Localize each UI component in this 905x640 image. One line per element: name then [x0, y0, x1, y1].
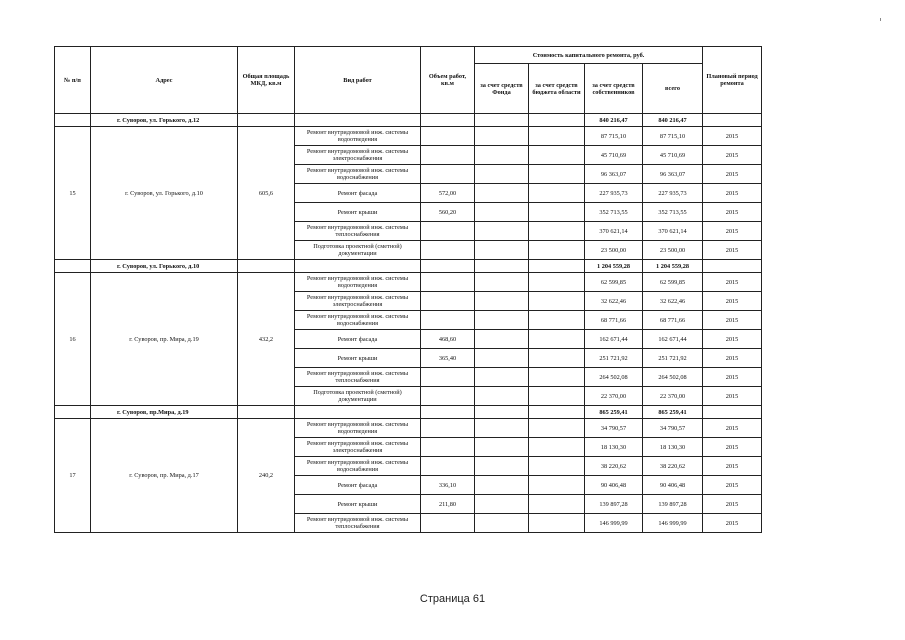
row-period: 2015	[703, 127, 762, 146]
row-total: 227 935,73	[643, 184, 703, 203]
summary-address: г. Суворов, ул. Горького, д.12	[91, 114, 238, 127]
row-total: 162 671,44	[643, 330, 703, 349]
row-address: г. Суворов, пр. Мира, д.19	[91, 273, 238, 406]
header-owners: за счет средств собственников	[585, 64, 643, 114]
row-region	[529, 387, 585, 406]
header-cost-group: Стоимость капитального ремонта, руб.	[475, 47, 703, 64]
row-number: 17	[55, 419, 91, 533]
row-volume: 211,80	[421, 495, 475, 514]
row-owners: 87 715,10	[585, 127, 643, 146]
row-volume	[421, 438, 475, 457]
row-fund	[475, 127, 529, 146]
row-total: 45 710,69	[643, 146, 703, 165]
summary-total: 1 204 559,28	[643, 260, 703, 273]
row-region	[529, 203, 585, 222]
row-region	[529, 368, 585, 387]
row-period: 2015	[703, 146, 762, 165]
row-fund	[475, 514, 529, 533]
row-total: 370 621,14	[643, 222, 703, 241]
row-region	[529, 127, 585, 146]
row-total: 38 220,62	[643, 457, 703, 476]
row-period: 2015	[703, 368, 762, 387]
summary-owners: 865 259,41	[585, 406, 643, 419]
row-period: 2015	[703, 311, 762, 330]
row-owners: 162 671,44	[585, 330, 643, 349]
row-volume: 336,10	[421, 476, 475, 495]
summary-row	[55, 406, 762, 419]
row-total: 90 406,48	[643, 476, 703, 495]
table-row	[55, 419, 762, 438]
row-total: 22 370,00	[643, 387, 703, 406]
summary-address: г. Суворов, пр.Мира, д.19	[91, 406, 238, 419]
row-period: 2015	[703, 241, 762, 260]
row-owners: 18 130,30	[585, 438, 643, 457]
row-owners: 352 713,55	[585, 203, 643, 222]
row-volume: 572,00	[421, 184, 475, 203]
row-work-type: Ремонт внутридомовой инж. системы водоотведения	[295, 419, 421, 438]
header-work-type: Вид работ	[295, 47, 421, 114]
row-region	[529, 495, 585, 514]
row-fund	[475, 311, 529, 330]
row-owners: 146 999,99	[585, 514, 643, 533]
row-owners: 32 622,46	[585, 292, 643, 311]
row-volume	[421, 419, 475, 438]
row-fund	[475, 438, 529, 457]
row-work-type: Подготовка проектной (сметной) документации	[295, 241, 421, 260]
header-fund: за счет средств Фонда	[475, 64, 529, 114]
row-volume: 560,20	[421, 203, 475, 222]
row-work-type: Ремонт внутридомовой инж. системы водоснабжения	[295, 165, 421, 184]
row-total: 68 771,66	[643, 311, 703, 330]
row-region	[529, 438, 585, 457]
row-total: 96 363,07	[643, 165, 703, 184]
row-period: 2015	[703, 457, 762, 476]
row-total: 18 130,30	[643, 438, 703, 457]
summary-total: 840 216,47	[643, 114, 703, 127]
header-region: за счет средств бюджета области	[529, 64, 585, 114]
header-area: Общая площадь МКД, кв.м	[238, 47, 295, 114]
row-period: 2015	[703, 184, 762, 203]
summary-address: г. Суворов, ул. Горького, д.10	[91, 260, 238, 273]
row-region	[529, 349, 585, 368]
row-period: 2015	[703, 203, 762, 222]
row-work-type: Ремонт внутридомовой инж. системы водоотведения	[295, 127, 421, 146]
row-period: 2015	[703, 495, 762, 514]
row-total: 32 622,46	[643, 292, 703, 311]
row-owners: 23 500,00	[585, 241, 643, 260]
page-number: Страница 61	[419, 593, 486, 605]
row-fund	[475, 146, 529, 165]
table-body	[55, 114, 762, 533]
row-total: 62 599,85	[643, 273, 703, 292]
row-total: 264 502,08	[643, 368, 703, 387]
row-volume: 365,40	[421, 349, 475, 368]
row-area: 432,2	[238, 273, 295, 406]
row-work-type: Подготовка проектной (сметной) документации	[295, 387, 421, 406]
row-total: 34 790,57	[643, 419, 703, 438]
row-volume	[421, 292, 475, 311]
row-number: 16	[55, 273, 91, 406]
row-work-type: Ремонт крыши	[295, 349, 421, 368]
row-fund	[475, 203, 529, 222]
summary-row	[55, 114, 762, 127]
row-volume	[421, 222, 475, 241]
row-region	[529, 292, 585, 311]
row-address: г. Суворов, ул. Горького, д.10	[91, 127, 238, 260]
row-volume	[421, 368, 475, 387]
table-header	[55, 47, 762, 114]
row-fund	[475, 495, 529, 514]
row-volume	[421, 514, 475, 533]
row-total: 251 721,92	[643, 349, 703, 368]
header-total: всего	[643, 64, 703, 114]
row-volume	[421, 241, 475, 260]
row-work-type: Ремонт крыши	[295, 203, 421, 222]
row-period: 2015	[703, 419, 762, 438]
row-number: 15	[55, 127, 91, 260]
row-region	[529, 476, 585, 495]
row-work-type: Ремонт внутридомовой инж. системы теплоснабжения	[295, 514, 421, 533]
row-address: г. Суворов, пр. Мира, д.17	[91, 419, 238, 533]
summary-total: 865 259,41	[643, 406, 703, 419]
header-num: № п/п	[55, 47, 91, 114]
row-owners: 68 771,66	[585, 311, 643, 330]
row-period: 2015	[703, 222, 762, 241]
row-total: 352 713,55	[643, 203, 703, 222]
row-volume	[421, 273, 475, 292]
row-period: 2015	[703, 476, 762, 495]
row-owners: 38 220,62	[585, 457, 643, 476]
row-fund	[475, 273, 529, 292]
row-total: 23 500,00	[643, 241, 703, 260]
row-volume: 468,60	[421, 330, 475, 349]
row-work-type: Ремонт внутридомовой инж. системы электроснабжения	[295, 146, 421, 165]
capital-repair-table	[54, 46, 762, 533]
row-owners: 251 721,92	[585, 349, 643, 368]
row-period: 2015	[703, 292, 762, 311]
header-period: Плановый период ремонта	[703, 47, 762, 114]
row-period: 2015	[703, 349, 762, 368]
row-volume	[421, 457, 475, 476]
row-fund	[475, 476, 529, 495]
summary-owners: 1 204 559,28	[585, 260, 643, 273]
row-region	[529, 241, 585, 260]
row-work-type: Ремонт фасада	[295, 330, 421, 349]
capital-repair-table-sheet	[54, 46, 761, 533]
row-fund	[475, 184, 529, 203]
row-region	[529, 311, 585, 330]
row-work-type: Ремонт внутридомовой инж. системы водоотведения	[295, 273, 421, 292]
row-owners: 96 363,07	[585, 165, 643, 184]
row-owners: 34 790,57	[585, 419, 643, 438]
summary-row	[55, 260, 762, 273]
row-fund	[475, 165, 529, 184]
row-period: 2015	[703, 387, 762, 406]
row-fund	[475, 222, 529, 241]
row-area: 605,6	[238, 127, 295, 260]
row-total: 146 999,99	[643, 514, 703, 533]
row-fund	[475, 387, 529, 406]
row-fund	[475, 241, 529, 260]
row-fund	[475, 368, 529, 387]
row-work-type: Ремонт крыши	[295, 495, 421, 514]
row-period: 2015	[703, 514, 762, 533]
row-owners: 370 621,14	[585, 222, 643, 241]
row-region	[529, 273, 585, 292]
header-volume: Объем работ, кв.м	[421, 47, 475, 114]
row-work-type: Ремонт фасада	[295, 184, 421, 203]
row-work-type: Ремонт внутридомовой инж. системы водоснабжения	[295, 457, 421, 476]
row-work-type: Ремонт фасада	[295, 476, 421, 495]
table-row	[55, 127, 762, 146]
row-work-type: Ремонт внутридомовой инж. системы электроснабжения	[295, 292, 421, 311]
row-work-type: Ремонт внутридомовой инж. системы водоснабжения	[295, 311, 421, 330]
row-volume	[421, 146, 475, 165]
row-volume	[421, 311, 475, 330]
row-fund	[475, 349, 529, 368]
summary-owners: 840 216,47	[585, 114, 643, 127]
row-total: 87 715,10	[643, 127, 703, 146]
row-fund	[475, 330, 529, 349]
row-region	[529, 514, 585, 533]
row-owners: 227 935,73	[585, 184, 643, 203]
table-row	[55, 273, 762, 292]
row-owners: 62 599,85	[585, 273, 643, 292]
row-owners: 45 710,69	[585, 146, 643, 165]
row-volume	[421, 165, 475, 184]
row-volume	[421, 127, 475, 146]
scan-mark	[880, 18, 881, 21]
row-region	[529, 184, 585, 203]
row-total: 139 897,28	[643, 495, 703, 514]
row-work-type: Ремонт внутридомовой инж. системы теплоснабжения	[295, 222, 421, 241]
header-address: Адрес	[91, 47, 238, 114]
row-period: 2015	[703, 438, 762, 457]
row-region	[529, 146, 585, 165]
row-region	[529, 222, 585, 241]
row-owners: 139 897,28	[585, 495, 643, 514]
row-fund	[475, 292, 529, 311]
row-owners: 22 370,00	[585, 387, 643, 406]
row-work-type: Ремонт внутридомовой инж. системы теплоснабжения	[295, 368, 421, 387]
row-volume	[421, 387, 475, 406]
row-period: 2015	[703, 165, 762, 184]
row-fund	[475, 419, 529, 438]
row-owners: 264 502,08	[585, 368, 643, 387]
row-period: 2015	[703, 330, 762, 349]
row-work-type: Ремонт внутридомовой инж. системы электроснабжения	[295, 438, 421, 457]
row-region	[529, 457, 585, 476]
row-fund	[475, 457, 529, 476]
row-region	[529, 419, 585, 438]
row-region	[529, 165, 585, 184]
row-region	[529, 330, 585, 349]
row-period: 2015	[703, 273, 762, 292]
row-owners: 90 406,48	[585, 476, 643, 495]
row-area: 240,2	[238, 419, 295, 533]
